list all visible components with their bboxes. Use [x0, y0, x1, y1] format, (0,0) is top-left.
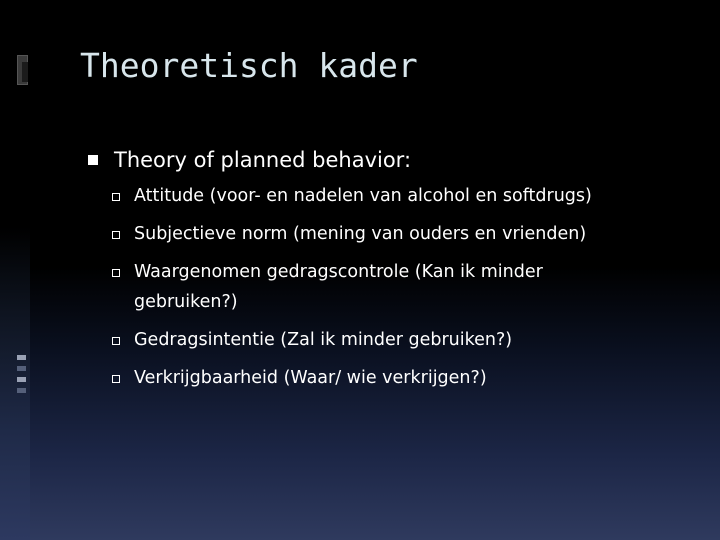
bullet-item: [88, 145, 688, 175]
sub-bullet-item: [112, 325, 688, 355]
stripe: [17, 388, 26, 393]
bullet-text: Theory of planned behavior:: [114, 148, 412, 172]
hollow-square-bullet-icon: [112, 337, 120, 345]
stripe: [17, 377, 26, 382]
sub-bullet-text: Subjectieve norm (mening van ouders en vrienden): [134, 224, 587, 244]
sub-bullet-text: Waargenomen gedragscontrole (Kan ik minder gebruiken?): [134, 262, 543, 312]
hollow-square-bullet-icon: [112, 231, 120, 239]
square-bullet-icon: [88, 155, 98, 165]
hollow-square-bullet-icon: [112, 375, 120, 383]
sub-bullet-text: Attitude (voor- en nadelen van alcohol en softdrugs): [134, 186, 592, 206]
slide-title: Theoretisch kader: [80, 46, 418, 85]
stripe: [17, 355, 26, 360]
sub-bullet-list: [88, 181, 688, 393]
side-stripes-decoration: [17, 355, 26, 399]
slide-content: [88, 145, 688, 401]
sub-bullet-text: Gedragsintentie (Zal ik minder gebruiken?): [134, 330, 513, 350]
sub-bullet-item: [112, 257, 688, 317]
sub-bullet-item: [112, 363, 688, 393]
title-accent-mark-inner: [22, 62, 28, 82]
stripe: [17, 366, 26, 371]
sub-bullet-item: [112, 219, 688, 249]
sub-bullet-text: Verkrijgbaarheid (Waar/ wie verkrijgen?): [134, 368, 487, 388]
hollow-square-bullet-icon: [112, 193, 120, 201]
sub-bullet-item: [112, 181, 688, 211]
hollow-square-bullet-icon: [112, 269, 120, 277]
